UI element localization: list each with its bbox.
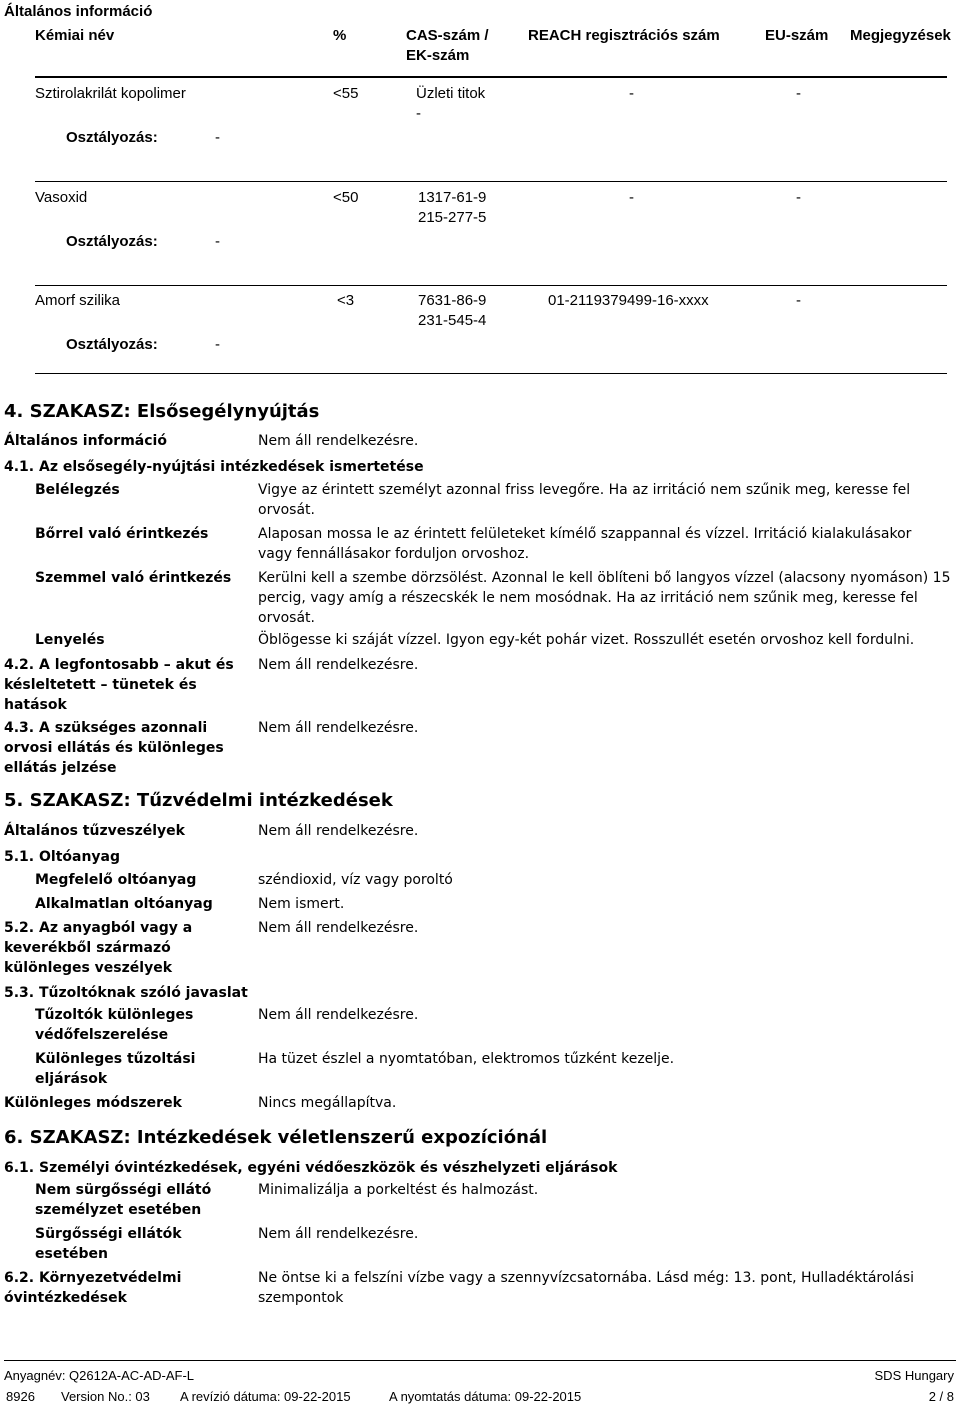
row-eu: - xyxy=(796,292,801,309)
s51-title: 5.1. Oltóanyag xyxy=(4,849,121,865)
s4-general-label: Általános információ xyxy=(4,433,167,449)
fire-hazards-value: Nem áll rendelkezésre. xyxy=(258,823,419,839)
s42-label: 4.2. A legfontosabb – akut és késleltetett – tünetek és hatások xyxy=(4,657,234,713)
special-methods-label: Különleges módszerek xyxy=(4,1095,182,1111)
firefighter-ppe-value: Nem áll rendelkezésre. xyxy=(258,1007,419,1023)
header-reach: REACH regisztrációs szám xyxy=(528,27,720,44)
firefighter-ppe-label: Tűzoltók különleges védőfelszerelése xyxy=(35,1007,194,1043)
footer-divider xyxy=(4,1360,956,1361)
skin-contact-label: Bőrrel való érintkezés xyxy=(35,526,209,542)
row-divider xyxy=(35,181,947,182)
row-divider xyxy=(35,373,947,374)
row-cas-ek: 1317-61-9 215-277-5 xyxy=(418,189,487,226)
header-percent: % xyxy=(333,27,347,44)
section-6-title: 6. SZAKASZ: Intézkedések véletlenszerű expozíciónál xyxy=(4,1127,548,1148)
footer-revision-date: A revízió dátuma: 09-22-2015 xyxy=(180,1389,351,1404)
header-eu: EU-szám xyxy=(765,27,829,44)
s42-value: Nem áll rendelkezésre. xyxy=(258,657,419,673)
s41-title: 4.1. Az elsősegély-nyújtási intézkedések ismertetése xyxy=(4,459,424,475)
row-percent: <55 xyxy=(333,85,359,102)
classification-value: - xyxy=(215,129,220,146)
row-eu: - xyxy=(796,85,801,102)
ingestion-value: Öblögesse ki száját vízzel. Igyon egy-két pohár vizet. Rosszullét esetén orvoshoz kell fordulni. xyxy=(258,632,915,648)
inhalation-label: Belélegzés xyxy=(35,482,120,498)
table-header-divider xyxy=(35,76,947,78)
s53-title: 5.3. Tűzoltóknak szóló javaslat xyxy=(4,985,248,1001)
row-reach: - xyxy=(629,85,634,102)
row-percent: <50 xyxy=(333,189,359,206)
special-methods-value: Nincs megállapítva. xyxy=(258,1095,397,1111)
s43-value: Nem áll rendelkezésre. xyxy=(258,720,419,736)
row-reach: - xyxy=(629,189,634,206)
header-notes: Megjegyzések xyxy=(850,27,951,44)
footer-version: Version No.: 03 xyxy=(61,1389,150,1404)
row-percent: <3 xyxy=(337,292,355,309)
header-cas-ek: CAS-szám / EK-szám xyxy=(406,27,489,64)
footer-doc-number: 8926 xyxy=(6,1389,35,1404)
row-chemical-name: Sztirolakrilát kopolimer xyxy=(35,85,186,102)
header-chemical-name: Kémiai név xyxy=(35,27,115,44)
classification-label: Osztályozás: xyxy=(66,336,158,353)
eye-contact-label: Szemmel való érintkezés xyxy=(35,570,232,586)
emergency-responders-label: Sürgősségi ellátók esetében xyxy=(35,1226,182,1262)
s4-general-value: Nem áll rendelkezésre. xyxy=(258,433,419,449)
row-eu: - xyxy=(796,189,801,206)
classification-value: - xyxy=(215,233,220,250)
suitable-media-value: széndioxid, víz vagy poroltó xyxy=(258,872,453,888)
ingestion-label: Lenyelés xyxy=(35,632,105,648)
firefighting-procedures-label: Különleges tűzoltási eljárások xyxy=(35,1051,196,1087)
skin-contact-value: Alaposan mossa le az érintett felületeket kímélő szappannal és vízzel. Irritáció kialakulásakor vagy fennállásakor forduljon orvoshoz. xyxy=(258,526,912,562)
non-emergency-value: Minimalizálja a porkeltést és halmozást. xyxy=(258,1182,539,1198)
fire-hazards-label: Általános tűzveszélyek xyxy=(4,823,185,839)
suitable-media-label: Megfelelő oltóanyag xyxy=(35,872,197,888)
row-cas-ek: Üzleti titok - xyxy=(416,85,486,122)
footer-doc-type: SDS Hungary xyxy=(874,1368,954,1383)
emergency-responders-value: Nem áll rendelkezésre. xyxy=(258,1226,419,1242)
classification-label: Osztályozás: xyxy=(66,233,158,250)
s62-label: 6.2. Környezetvédelmi óvintézkedések xyxy=(4,1270,182,1306)
classification-label: Osztályozás: xyxy=(66,129,158,146)
row-chemical-name: Amorf szilika xyxy=(35,292,121,309)
classification-value: - xyxy=(215,336,220,353)
s52-value: Nem áll rendelkezésre. xyxy=(258,920,419,936)
s61-title: 6.1. Személyi óvintézkedések, egyéni védőeszközök és vészhelyzeti eljárások xyxy=(4,1160,618,1176)
row-chemical-name: Vasoxid xyxy=(35,189,88,206)
row-cas-ek: 7631-86-9 231-545-4 xyxy=(418,292,487,329)
row-reach: 01-2119379499-16-xxxx xyxy=(548,292,709,309)
footer-print-date: A nyomtatás dátuma: 09-22-2015 xyxy=(389,1389,582,1404)
section-4-title: 4. SZAKASZ: Elsősegélynyújtás xyxy=(4,401,320,422)
s62-value: Ne öntse ki a felszíni vízbe vagy a szennyvízcsatornába. Lásd még: 13. pont, Hulladéktárolási szempontok xyxy=(258,1270,915,1306)
inhalation-value: Vigye az érintett személyt azonnal friss levegőre. Ha az irritáció nem szűnik meg, keresse fel orvosát. xyxy=(258,482,911,518)
eye-contact-value: Kerülni kell a szembe dörzsölést. Azonnal le kell öblíteni bő langyos vízzel (alacsony nyomáson) 15 percig, vagy amíg a részecskék le nem mosódnak. Ha az irritáció nem szűnik meg, keresse fel orvosát. xyxy=(258,570,951,626)
non-emergency-label: Nem sürgősségi ellátó személyzet esetében xyxy=(35,1182,212,1218)
footer-page-number: 2 / 8 xyxy=(928,1389,954,1404)
firefighting-procedures-value: Ha tüzet észlel a nyomtatóban, elektromos tűzként kezelje. xyxy=(258,1051,675,1067)
s52-label: 5.2. Az anyagból vagy a keverékből származó különleges veszélyek xyxy=(4,920,193,976)
unsuitable-media-label: Alkalmatlan oltóanyag xyxy=(35,896,213,912)
footer-product-name: Anyagnév: Q2612A-AC-AD-AF-L xyxy=(4,1368,195,1383)
row-divider xyxy=(35,285,947,286)
unsuitable-media-value: Nem ismert. xyxy=(258,896,345,912)
section-5-title: 5. SZAKASZ: Tűzvédelmi intézkedések xyxy=(4,790,393,811)
s43-label: 4.3. A szükséges azonnali orvosi ellátás és különleges ellátás jelzése xyxy=(4,720,224,776)
general-info-heading: Általános információ xyxy=(4,3,153,20)
